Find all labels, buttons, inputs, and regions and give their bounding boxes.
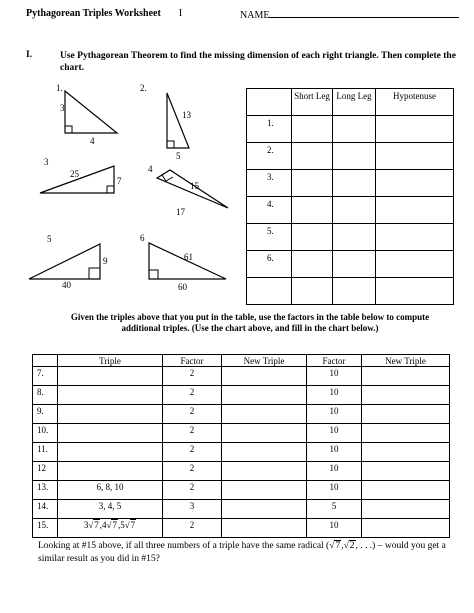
new-triple-cell[interactable] <box>362 386 450 405</box>
triples-chart <box>246 88 454 305</box>
factor-cell: 10 <box>307 405 362 424</box>
header-factor-1: Factor <box>163 355 222 367</box>
triple-cell[interactable] <box>58 405 163 424</box>
factor-cell: 10 <box>307 443 362 462</box>
hypotenuse-cell[interactable] <box>376 197 454 224</box>
short-leg-cell[interactable] <box>292 116 333 143</box>
factor-cell: 2 <box>163 443 222 462</box>
row-number: 14. <box>33 500 58 519</box>
table-row <box>33 424 450 443</box>
hypotenuse-cell[interactable] <box>376 170 454 197</box>
table-row <box>247 116 454 143</box>
triple-cell[interactable] <box>58 367 163 386</box>
table-row <box>33 519 450 538</box>
triangle-3-side-b: 7 <box>117 176 122 186</box>
new-triple-cell[interactable] <box>362 519 450 538</box>
triangle-1 <box>65 91 117 133</box>
triangle-2-side-a: 13 <box>182 110 191 120</box>
new-triple-cell[interactable] <box>222 405 307 424</box>
row-number: 15. <box>33 519 58 538</box>
table-row <box>33 443 450 462</box>
triangle-2-number: 2. <box>140 83 147 93</box>
table-row <box>247 278 454 305</box>
coefficient-2: 4 <box>102 520 107 530</box>
triangle-4-number: 4 <box>148 164 153 174</box>
triangle-5-side-b: 40 <box>62 280 71 290</box>
factor-instruction <box>60 312 440 334</box>
new-triple-cell[interactable] <box>222 481 307 500</box>
long-leg-cell[interactable] <box>333 170 376 197</box>
triangle-2 <box>167 93 189 148</box>
triangle-2-side-b: 5 <box>176 151 181 161</box>
table-row <box>33 481 450 500</box>
factor-cell: 10 <box>307 462 362 481</box>
row-label <box>247 278 292 305</box>
triangle-6-side-a: 61 <box>184 252 193 262</box>
factor-cell: 10 <box>307 367 362 386</box>
factor-cell: 2 <box>163 519 222 538</box>
row-number: 11. <box>33 443 58 462</box>
new-triple-cell[interactable] <box>222 367 307 386</box>
row-number: 7. <box>33 367 58 386</box>
triangle-6-number: 6 <box>140 233 145 243</box>
short-leg-cell[interactable] <box>292 251 333 278</box>
table-row <box>247 197 454 224</box>
radical-question: Looking at #15 above, if all three numbers of a triple have the same radical (√7,√2, . . .) – would you get a similar result as you did in #15? <box>38 541 446 564</box>
radical-sqrt7: √7 <box>329 541 341 551</box>
row-label: 4. <box>247 197 292 224</box>
header-hypotenuse: Hypotenuse <box>376 89 454 116</box>
coefficient-1: 3 <box>83 520 89 530</box>
row-label: 5. <box>247 224 292 251</box>
new-triple-cell[interactable] <box>362 405 450 424</box>
row-number: 9. <box>33 405 58 424</box>
factor-cell: 3 <box>163 500 222 519</box>
question-part-2: , . . .) – would you get a similar result as you did in #15? <box>38 541 446 564</box>
short-leg-cell[interactable] <box>292 197 333 224</box>
row-label: 1. <box>247 116 292 143</box>
table-row <box>33 462 450 481</box>
triangle-4-side-a: 15 <box>190 181 199 191</box>
title-level: I <box>178 8 183 19</box>
radical-2: √7 <box>106 520 117 530</box>
table-row <box>247 170 454 197</box>
short-leg-cell[interactable] <box>292 224 333 251</box>
triangle-5-number: 5 <box>47 234 52 244</box>
factor-cell: 2 <box>163 386 222 405</box>
triangle-1-number: 1. <box>56 83 63 93</box>
header-triple: Triple <box>58 355 163 367</box>
factor-cell: 2 <box>163 424 222 443</box>
table-row <box>247 143 454 170</box>
long-leg-cell[interactable] <box>333 278 376 305</box>
radical-triple-cell: 3√7,4√7,5√7 <box>58 519 163 538</box>
long-leg-cell[interactable] <box>333 224 376 251</box>
header-factor-2: Factor <box>307 355 362 367</box>
new-triple-cell[interactable] <box>222 424 307 443</box>
question-part-1: Looking at #15 above, if all three numbers of a triple have the same radical ( <box>38 541 330 551</box>
row-number: 10. <box>33 424 58 443</box>
long-leg-cell[interactable] <box>333 143 376 170</box>
triple-cell[interactable] <box>58 386 163 405</box>
header-new-triple-1: New Triple <box>222 355 307 367</box>
name-label: NAME <box>240 10 270 21</box>
coefficient-3: 5 <box>120 520 125 530</box>
new-triple-cell[interactable] <box>362 462 450 481</box>
new-triple-cell[interactable] <box>362 500 450 519</box>
hypotenuse-cell[interactable] <box>376 143 454 170</box>
row-number: 8. <box>33 386 58 405</box>
radical-3: √7 <box>124 520 136 530</box>
row-number: 13. <box>33 481 58 500</box>
new-triple-cell[interactable] <box>222 443 307 462</box>
header-blank <box>247 89 292 116</box>
triangle-1-side-b: 4 <box>90 136 95 146</box>
table-row <box>33 500 450 519</box>
factor-instruction-line-2: additional triples. (Use the chart above, and fill in the chart below.) <box>121 323 379 333</box>
hypotenuse-cell[interactable] <box>376 278 454 305</box>
new-triple-cell[interactable] <box>222 386 307 405</box>
section-text: Use Pythagorean Theorem to find the missing dimension of each right triangle. Then complete the chart. <box>60 51 456 73</box>
factor-cell: 10 <box>307 424 362 443</box>
triple-cell[interactable] <box>58 462 163 481</box>
triangle-6-side-b: 60 <box>178 282 187 292</box>
header-short-leg: Short Leg <box>292 89 333 116</box>
table-row <box>247 224 454 251</box>
short-leg-cell[interactable] <box>292 278 333 305</box>
factor-cell: 2 <box>163 481 222 500</box>
new-triple-cell[interactable] <box>362 443 450 462</box>
factor-cell: 10 <box>307 481 362 500</box>
row-number: 12 <box>33 462 58 481</box>
factor-cell: 10 <box>307 519 362 538</box>
chart-header-row <box>247 89 454 116</box>
triple-cell: 3, 4, 5 <box>58 500 163 519</box>
new-triple-cell[interactable] <box>362 367 450 386</box>
factor-cell: 2 <box>163 405 222 424</box>
chart-header-row <box>33 355 450 367</box>
section-number: I. <box>26 50 33 60</box>
new-triples-chart <box>32 354 450 538</box>
row-label: 2. <box>247 143 292 170</box>
table-row <box>33 367 450 386</box>
factor-instruction-line-1: Given the triples above that you put in the table, use the factors in the table below to compute <box>70 312 430 322</box>
new-triple-cell[interactable] <box>362 481 450 500</box>
short-leg-cell[interactable] <box>292 170 333 197</box>
triple-cell: 6, 8, 10 <box>58 481 163 500</box>
triangle-5-side-a: 9 <box>103 256 108 266</box>
table-row <box>33 405 450 424</box>
short-leg-cell[interactable] <box>292 143 333 170</box>
triple-cell[interactable] <box>58 443 163 462</box>
new-triple-cell[interactable] <box>222 519 307 538</box>
header-number <box>33 355 58 367</box>
triple-cell[interactable] <box>58 424 163 443</box>
radical-sqrt2: √2 <box>343 541 355 551</box>
table-row <box>247 251 454 278</box>
long-leg-cell[interactable] <box>333 197 376 224</box>
triangle-3-number: 3 <box>44 157 49 167</box>
table-row <box>33 386 450 405</box>
new-triple-cell[interactable] <box>222 462 307 481</box>
header-long-leg: Long Leg <box>333 89 376 116</box>
triangle-1-side-a: 3 <box>60 103 65 113</box>
new-triple-cell[interactable] <box>362 424 450 443</box>
row-label: 3. <box>247 170 292 197</box>
hypotenuse-cell[interactable] <box>376 224 454 251</box>
factor-cell: 10 <box>307 386 362 405</box>
radical-1: √7 <box>88 520 99 530</box>
title-text: Pythagorean Triples Worksheet <box>26 8 161 19</box>
factor-cell: 5 <box>307 500 362 519</box>
triangle-3-side-a: 25 <box>70 169 79 179</box>
long-leg-cell[interactable] <box>333 251 376 278</box>
long-leg-cell[interactable] <box>333 116 376 143</box>
row-label: 6. <box>247 251 292 278</box>
hypotenuse-cell[interactable] <box>376 251 454 278</box>
triangle-4-side-b: 17 <box>176 207 185 217</box>
header-new-triple-2: New Triple <box>362 355 450 367</box>
new-triple-cell[interactable] <box>222 500 307 519</box>
factor-cell: 2 <box>163 367 222 386</box>
hypotenuse-cell[interactable] <box>376 116 454 143</box>
factor-cell: 2 <box>163 462 222 481</box>
